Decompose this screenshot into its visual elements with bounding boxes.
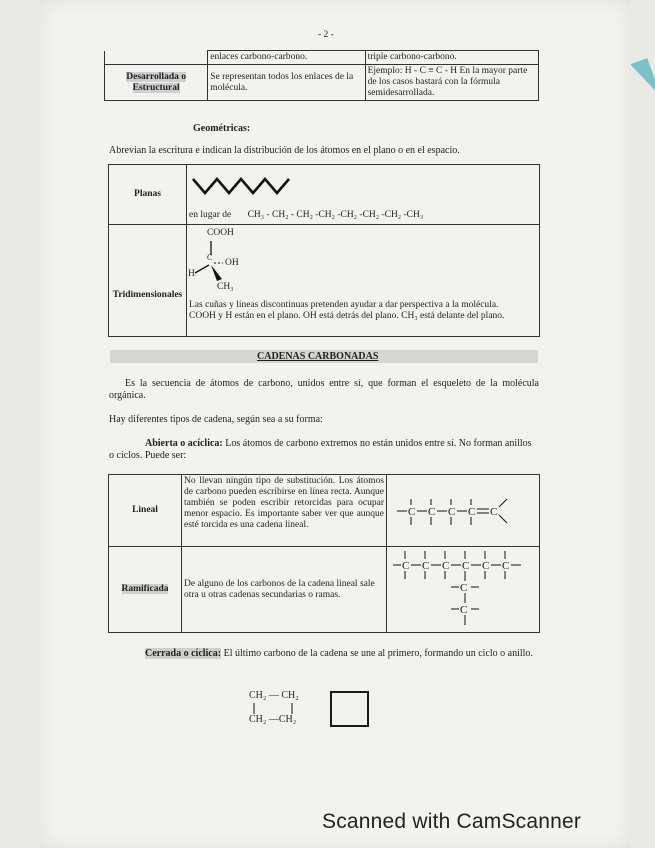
ramificada-label: Ramificada <box>121 584 169 594</box>
h-label: H <box>188 269 195 279</box>
cadenas-p2: Hay diferentes tipos de cadena, según sea a su forma: <box>109 414 323 425</box>
svg-text:C: C <box>490 506 498 518</box>
square-ring-icon <box>330 691 369 727</box>
cadenas-table <box>108 474 540 633</box>
top-table-r1c2: enlaces carbono-carbono. <box>208 51 365 65</box>
ramificada-diagram-cell <box>387 547 540 633</box>
abierta-paragraph <box>109 438 539 462</box>
ramificada-text: De alguno de los carbonos de la cadena lineal sale otra u otras cadenas secundarias o ramas. <box>182 547 387 633</box>
top-formula-table <box>104 50 539 101</box>
tridimensional-cell <box>187 225 540 337</box>
cerrada-paragraph <box>109 648 539 660</box>
cadenas-p1: Es la secuencia de átomos de carbono, unidos entre sí, que forman el esqueleto de la molécula orgánica. <box>109 378 539 401</box>
page-corner-mark <box>630 58 655 104</box>
abierta-text: Los átomos de carbono extremos no están unidos entre sí. No forman anillos o ciclos. Puede ser: <box>109 438 532 461</box>
svg-text:C: C <box>468 506 476 518</box>
svg-text:C: C <box>442 560 450 572</box>
page-number: - 2 - <box>318 30 334 40</box>
top-table-blank <box>105 51 208 65</box>
geometricas-table <box>108 164 540 337</box>
svg-text:C: C <box>462 560 470 572</box>
cerrada-title: Cerrada o cíclica: <box>145 648 222 659</box>
ramificada-cell <box>109 547 182 633</box>
lineal-label: Lineal <box>109 475 182 547</box>
cooh-label: COOH <box>207 228 234 238</box>
tridimensional-text: Las cuñas y líneas discontinuas pretenden ayudar a dar perspectiva a la molécula. COOH y H están en el plano. OH está detrás del plano. CH₃ está delante del plano. <box>189 300 505 321</box>
svg-text:C: C <box>460 582 468 594</box>
svg-text:C: C <box>402 560 410 572</box>
ring-bottom: CH₂ —CH₂ <box>249 714 297 725</box>
planas-label: Planas <box>109 165 187 225</box>
linear-chain-diagram-icon <box>395 483 535 543</box>
tridimensionales-label: Tridimensionales <box>109 225 187 337</box>
lineal-diagram-cell <box>387 475 540 547</box>
cadenas-heading: CADENAS CARBONADAS <box>257 351 379 362</box>
svg-text:C: C <box>428 506 436 518</box>
camscanner-footer: Scanned with CamScanner <box>322 810 582 833</box>
cerrada-text: El último carbono de la cadena se une al primero, formando un ciclo o anillo. <box>223 648 533 659</box>
lineal-text: No llevan ningún tipo de substitución. Los átomos de carbono pueden escribirse en línea recta. Aunque también se poden escribir retorcidas para ocupar menor espacio. Es importante saber ver que aunque esté torcida es una cadena lineal. <box>182 475 387 547</box>
carbon-center: C <box>207 253 213 262</box>
geometricas-intro: Abrevian la escritura e indican la distribución de los átomos en el plano o en el espacio. <box>109 145 460 156</box>
tetrahedral-molecule-icon <box>187 239 257 309</box>
ch3-label: CH₃ <box>217 282 234 292</box>
svg-text:C: C <box>502 560 510 572</box>
oh-label: OH <box>225 258 239 268</box>
top-table-r2c2: Se representan todos los enlaces de la molécula. <box>208 65 365 101</box>
top-table-r1c3: triple carbono-carbono. <box>365 51 538 65</box>
zigzag-chain-icon <box>191 175 301 197</box>
svg-text:C: C <box>408 506 416 518</box>
geometricas-title: Geométricas: <box>193 123 251 134</box>
desarrollada-label: Desarrollada o Estructural <box>126 71 186 93</box>
branched-chain-diagram-icon <box>391 547 541 631</box>
top-table-r2c1 <box>105 65 208 101</box>
svg-text:C: C <box>460 604 468 616</box>
ring-top: CH₂ — CH₂ <box>249 690 299 701</box>
svg-text:C: C <box>448 506 456 518</box>
planas-formula: CH₃ - CH₂ - CH₂ -CH₂ -CH₂ -CH₂ -CH₂ -CH₃ <box>247 210 424 220</box>
svg-text:C: C <box>482 560 490 572</box>
top-table-r2c3: Ejemplo: H - C ≡ C - H En la mayor parte de los casos bastará con la fórmula semidesarrollada. <box>365 65 538 101</box>
planas-text: en lugar de <box>189 210 232 220</box>
svg-text:C: C <box>422 560 430 572</box>
abierta-title: Abierta o acíclica: <box>145 438 223 449</box>
planas-cell <box>187 165 540 225</box>
